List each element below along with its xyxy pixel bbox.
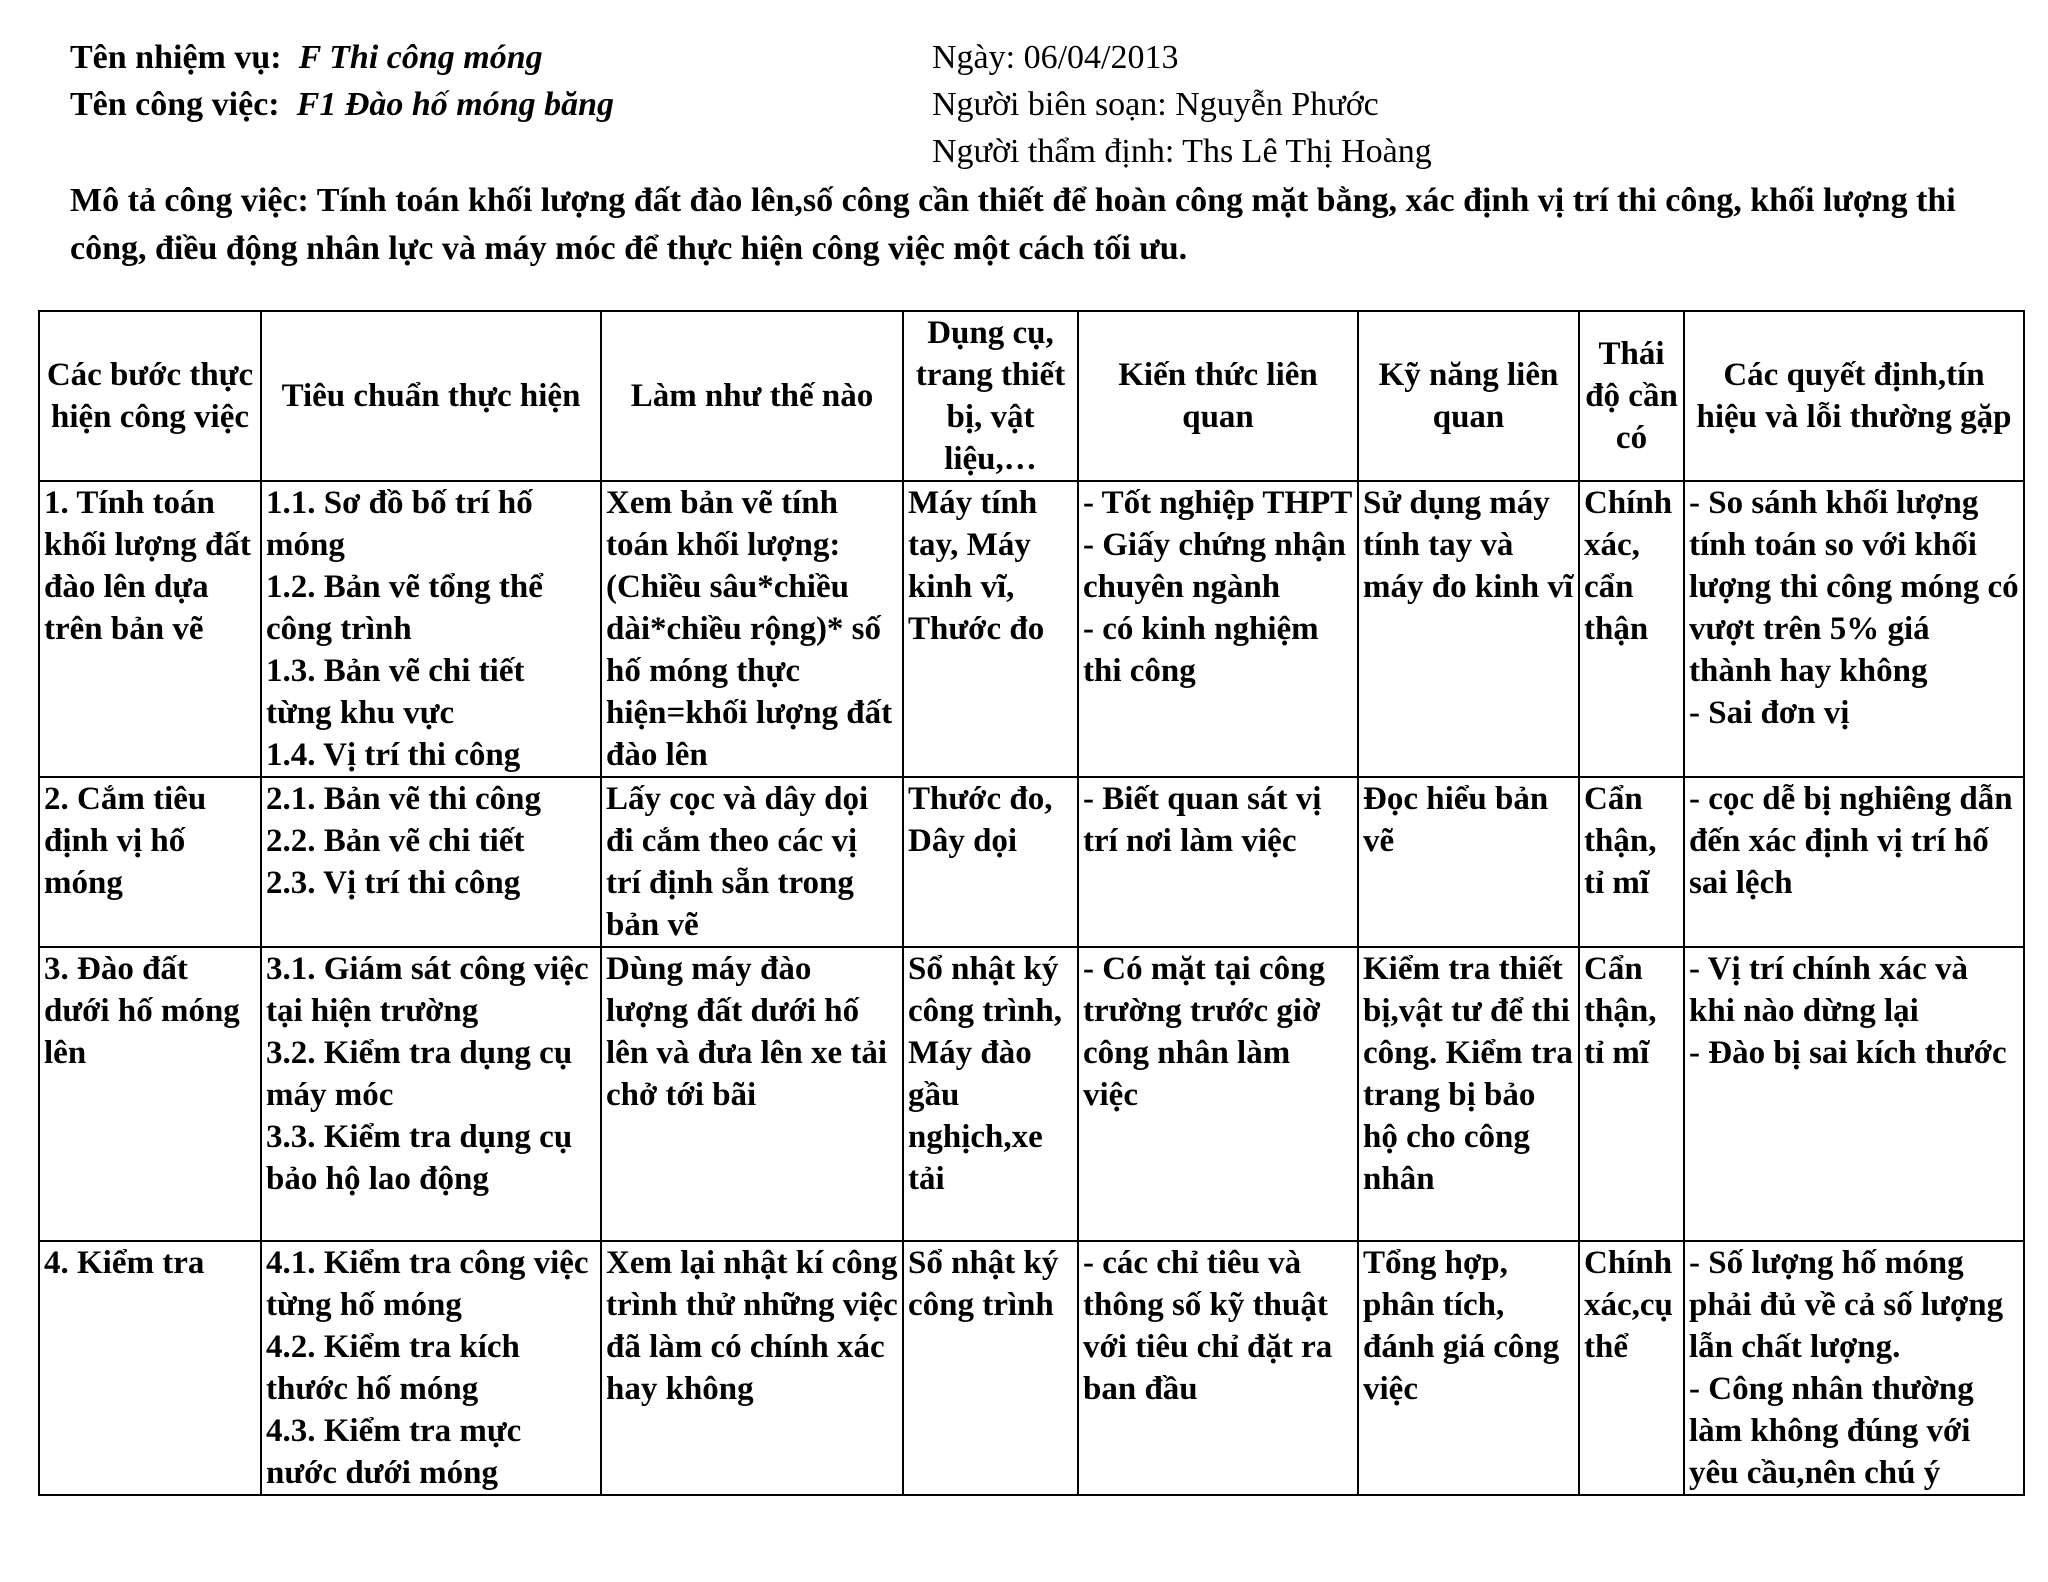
- decisions-cell: [1684, 1241, 2024, 1495]
- knowledge-cell: [1078, 1241, 1358, 1495]
- header-skills: Kỹ năng liên quan: [1358, 311, 1579, 481]
- job-name-line: [70, 82, 614, 128]
- standard-item: 1.3. Bản vẽ chi tiết từng khu vực: [266, 653, 525, 731]
- job-analysis-table: [38, 310, 2025, 1496]
- skills-cell: Kiểm tra thiết bị,vật tư để thi công. Kiểm tra trang bị bảo hộ cho công nhân: [1358, 947, 1579, 1241]
- attitude-cell: Cẩn thận, tỉ mĩ: [1579, 947, 1684, 1241]
- task-name-value: F Thi công móng: [298, 39, 543, 76]
- standard-item: 3.1. Giám sát công việc tại hiện trường: [266, 951, 589, 1029]
- standards-cell: [261, 1241, 601, 1495]
- standards-cell: [261, 947, 601, 1241]
- header-steps: Các bước thực hiện công việc: [39, 311, 261, 481]
- standard-item: 3.3. Kiểm tra dụng cụ bảo hộ lao động: [266, 1119, 573, 1197]
- header-attitude: Thái độ cần có: [1579, 311, 1684, 481]
- table-header-row: [39, 311, 2024, 481]
- standard-item: 2.2. Bản vẽ chi tiết: [266, 823, 525, 859]
- decisions-cell: [1684, 481, 2024, 777]
- knowledge-item: - Biết quan sát vị trí nơi làm việc: [1083, 781, 1322, 859]
- standard-item: 2.1. Bản vẽ thi công: [266, 781, 542, 817]
- standard-item: 1.4. Vị trí thi công: [266, 737, 521, 773]
- job-name-value: F1 Đào hố móng băng: [296, 86, 615, 123]
- standards-cell: [261, 777, 601, 947]
- standard-item: 2.3. Vị trí thi công: [266, 865, 521, 901]
- skills-cell: Tổng hợp, phân tích, đánh giá công việc: [1358, 1241, 1579, 1495]
- author-text: Người biên soạn: Nguyễn Phước: [932, 86, 1379, 123]
- task-name-label: Tên nhiệm vụ:: [70, 39, 282, 76]
- knowledge-item: - có kinh nghiệm thi công: [1083, 611, 1319, 689]
- attitude-cell: Chính xác, cẩn thận: [1579, 481, 1684, 777]
- step-cell: 3. Đào đất dưới hố móng lên: [39, 947, 261, 1241]
- job-name-label: Tên công việc:: [70, 86, 280, 123]
- reviewer-text: Người thẩm định: Ths Lê Thị Hoàng: [932, 133, 1432, 170]
- job-description-text: Tính toán khối lượng đất đào lên,số công cần thiết để hoàn công mặt bằng, xác định vị trí thi công, khối lượng thi công, điều động nhân lực và máy móc để thực hiện công việc một cách tối ưu.: [70, 182, 1956, 267]
- knowledge-item: - các chỉ tiêu và thông số kỹ thuật với tiêu chỉ đặt ra ban đầu: [1083, 1245, 1333, 1407]
- standard-item: 4.1. Kiểm tra công việc từng hố móng: [266, 1245, 589, 1323]
- header-standards: Tiêu chuẩn thực hiện: [261, 311, 601, 481]
- decision-item: - So sánh khối lượng tính toán so với khối lượng thi công móng có vượt trên 5% giá thành hay không: [1689, 485, 2019, 689]
- header-knowledge: Kiến thức liên quan: [1078, 311, 1358, 481]
- header-decisions: Các quyết định,tín hiệu và lỗi thường gặp: [1684, 311, 2024, 481]
- table-row: [39, 1241, 2024, 1495]
- table-row: [39, 777, 2024, 947]
- step-cell: 1. Tính toán khối lượng đất đào lên dựa trên bản vẽ: [39, 481, 261, 777]
- decision-item: - Vị trí chính xác và khi nào dừng lại: [1689, 951, 1968, 1029]
- standards-cell: [261, 481, 601, 777]
- header-how: Làm như thế nào: [601, 311, 903, 481]
- tools-cell: Thước đo, Dây dọi: [903, 777, 1078, 947]
- knowledge-item: - Tốt nghiệp THPT: [1083, 485, 1353, 521]
- how-cell: Xem lại nhật kí công trình thử những việc đã làm có chính xác hay không: [601, 1241, 903, 1495]
- decision-item: - cọc dễ bị nghiêng dẫn đến xác định vị trí hố sai lệch: [1689, 781, 2013, 901]
- knowledge-item: - Giấy chứng nhận chuyên ngành: [1083, 527, 1346, 605]
- header-tools: Dụng cụ, trang thiết bị, vật liệu,…: [903, 311, 1078, 481]
- tools-cell: Sổ nhật ký công trình, Máy đào gầu nghịch,xe tải: [903, 947, 1078, 1241]
- knowledge-cell: [1078, 777, 1358, 947]
- how-cell: Dùng máy đào lượng đất dưới hố lên và đưa lên xe tải chở tới bãi: [601, 947, 903, 1241]
- knowledge-cell: [1078, 947, 1358, 1241]
- skills-cell: Sử dụng máy tính tay và máy đo kinh vĩ: [1358, 481, 1579, 777]
- table-row: [39, 481, 2024, 777]
- decision-item: - Đào bị sai kích thước: [1689, 1035, 2007, 1071]
- decision-item: - Công nhân thường làm không đúng với yêu cầu,nên chú ý: [1689, 1371, 1974, 1491]
- how-cell: Xem bản vẽ tính toán khối lượng: (Chiều sâu*chiều dài*chiều rộng)* số hố móng thực hiện=khối lượng đất đào lên: [601, 481, 903, 777]
- decision-item: - Số lượng hố móng phải đủ về cả số lượng lẫn chất lượng.: [1689, 1245, 2004, 1365]
- knowledge-item: - Có mặt tại công trường trước giờ công nhân làm việc: [1083, 951, 1325, 1113]
- knowledge-cell: [1078, 481, 1358, 777]
- job-description-label: Mô tả công việc:: [70, 182, 309, 219]
- table-row: [39, 947, 2024, 1241]
- how-cell: Lấy cọc và dây dọi đi cắm theo các vị trí định sẵn trong bản vẽ: [601, 777, 903, 947]
- attitude-cell: Chính xác,cụ thể: [1579, 1241, 1684, 1495]
- skills-cell: Đọc hiểu bản vẽ: [1358, 777, 1579, 947]
- decisions-cell: [1684, 777, 2024, 947]
- standard-item: 4.3. Kiểm tra mực nước dưới móng: [266, 1413, 522, 1491]
- job-description: [70, 177, 2000, 273]
- tools-cell: Sổ nhật ký công trình: [903, 1241, 1078, 1495]
- tools-cell: Máy tính tay, Máy kinh vĩ, Thước đo: [903, 481, 1078, 777]
- attitude-cell: Cẩn thận, tỉ mĩ: [1579, 777, 1684, 947]
- standard-item: 3.2. Kiểm tra dụng cụ máy móc: [266, 1035, 573, 1113]
- step-cell: 2. Cắm tiêu định vị hố móng: [39, 777, 261, 947]
- date-text: Ngày: 06/04/2013: [932, 39, 1179, 76]
- decisions-cell: [1684, 947, 2024, 1241]
- task-name-line: [70, 35, 543, 81]
- decision-item: - Sai đơn vị: [1689, 695, 1850, 731]
- standard-item: 1.2. Bản vẽ tổng thể công trình: [266, 569, 543, 647]
- step-cell: 4. Kiểm tra: [39, 1241, 261, 1495]
- standard-item: 4.2. Kiểm tra kích thước hố móng: [266, 1329, 520, 1407]
- standard-item: 1.1. Sơ đồ bố trí hố móng: [266, 485, 533, 563]
